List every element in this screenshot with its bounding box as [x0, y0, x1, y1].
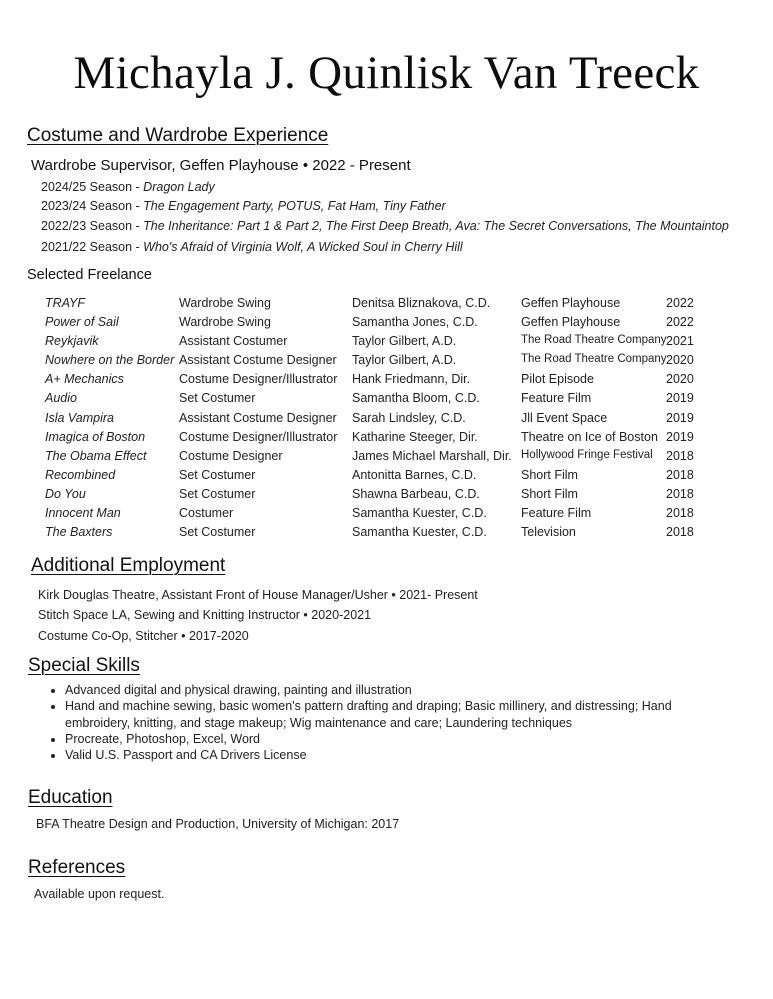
show-title: Power of Sail — [45, 315, 119, 329]
selected-freelance-heading: Selected Freelance — [27, 267, 152, 283]
employment-item: Stitch Space LA, Sewing and Knitting Instructor • 2020-2021 — [38, 608, 372, 622]
role: Costume Designer/Illustrator — [179, 372, 338, 386]
year: 2022 — [666, 296, 694, 310]
year: 2020 — [666, 353, 694, 367]
season-line: 2023/24 Season - The Engagement Party, POTUS, Fat Ham, Tiny Father — [41, 199, 446, 213]
special-skills-heading: Special Skills — [28, 655, 140, 676]
contact: Antonitta Barnes, C.D. — [352, 468, 477, 482]
contact: Samantha Bloom, C.D. — [352, 391, 480, 405]
venue: Geffen Playhouse — [521, 315, 621, 329]
show-title: Imagica of Boston — [45, 430, 146, 444]
skill-item: • Hand and machine sewing, basic women's pattern drafting and draping; Basic millinery, and distressing; Hand embroidery, knitting, and stage makeup; Wig maintenance and care; Laundering techniques — [65, 698, 675, 731]
show-title: Reykjavik — [45, 334, 99, 348]
table-row — [0, 296, 773, 315]
season-line: 2021/22 Season - Who's Afraid of Virginia Wolf, A Wicked Soul in Cherry Hill — [41, 240, 463, 254]
skills-list — [50, 682, 675, 763]
skill-item: • Advanced digital and physical drawing, painting and illustration — [65, 682, 675, 698]
table-row — [0, 449, 773, 468]
table-row — [0, 525, 773, 544]
additional-employment-heading: Additional Employment — [31, 555, 226, 576]
year: 2022 — [666, 315, 694, 329]
role: Costume Designer — [179, 449, 283, 463]
role: Set Costumer — [179, 391, 256, 405]
show-title: Isla Vampira — [45, 411, 115, 425]
role: Wardrobe Swing — [179, 315, 271, 329]
year: 2018 — [666, 487, 694, 501]
show-title: Innocent Man — [45, 506, 121, 520]
table-row — [0, 315, 773, 334]
table-row — [0, 353, 773, 372]
season-line: 2022/23 Season - The Inheritance: Part 1 & Part 2, The First Deep Breath, Ava: The Secret Conversations, The Mountaintop — [41, 219, 729, 233]
venue: Short Film — [521, 487, 578, 501]
year: 2019 — [666, 411, 694, 425]
season-line: 2024/25 Season - Dragon Lady — [41, 180, 215, 194]
contact: Taylor Gilbert, A.D. — [352, 334, 457, 348]
skill-item: • Procreate, Photoshop, Excel, Word — [65, 731, 675, 747]
contact: Samantha Jones, C.D. — [352, 315, 478, 329]
show-title: The Baxters — [45, 525, 113, 539]
year: 2018 — [666, 506, 694, 520]
contact: Shawna Barbeau, C.D. — [352, 487, 480, 501]
year: 2018 — [666, 525, 694, 539]
venue: Feature Film — [521, 391, 592, 405]
role: Assistant Costume Designer — [179, 411, 337, 425]
show-title: Recombined — [45, 468, 116, 482]
contact: Samantha Kuester, C.D. — [352, 506, 487, 520]
table-row — [0, 372, 773, 391]
venue: Jll Event Space — [521, 411, 608, 425]
references-text: Available upon request. — [34, 887, 165, 901]
skill-item: • Valid U.S. Passport and CA Drivers License — [65, 747, 675, 763]
employment-item: Costume Co-Op, Stitcher • 2017-2020 — [38, 629, 249, 643]
education-heading: Education — [28, 787, 113, 808]
contact: Denitsa Bliznakova, C.D. — [352, 296, 491, 310]
contact: Hank Friedmann, Dir. — [352, 372, 471, 386]
role: Assistant Costume Designer — [179, 353, 337, 367]
table-row — [0, 506, 773, 525]
table-row — [0, 411, 773, 430]
show-title: Do You — [45, 487, 86, 501]
contact: Katharine Steeger, Dir. — [352, 430, 478, 444]
year: 2019 — [666, 391, 694, 405]
year: 2019 — [666, 430, 694, 444]
venue: Pilot Episode — [521, 372, 594, 386]
venue: Hollywood Fringe Festival — [521, 449, 653, 461]
table-row — [0, 468, 773, 487]
contact: Taylor Gilbert, A.D. — [352, 353, 457, 367]
venue: Short Film — [521, 468, 578, 482]
table-row — [0, 334, 773, 353]
costume-experience-heading: Costume and Wardrobe Experience — [27, 125, 329, 146]
table-row — [0, 430, 773, 449]
current-position: Wardrobe Supervisor, Geffen Playhouse • 2022 - Present — [31, 157, 411, 174]
resume-name: Michayla J. Quinlisk Van Treeck — [73, 47, 700, 99]
show-title: TRAYF — [45, 296, 86, 310]
show-title: The Obama Effect — [45, 449, 147, 463]
table-row — [0, 487, 773, 506]
role: Wardrobe Swing — [179, 296, 271, 310]
table-row — [0, 391, 773, 410]
show-title: Audio — [45, 391, 77, 405]
venue: Television — [521, 525, 576, 539]
role: Set Costumer — [179, 487, 256, 501]
venue: Theatre on Ice of Boston — [521, 430, 658, 444]
year: 2018 — [666, 449, 694, 463]
role: Assistant Costumer — [179, 334, 288, 348]
contact: James Michael Marshall, Dir. — [352, 449, 512, 463]
references-heading: References — [28, 857, 126, 878]
employment-item: Kirk Douglas Theatre, Assistant Front of House Manager/Usher • 2021- Present — [38, 588, 478, 602]
show-title: Nowhere on the Border — [45, 353, 175, 367]
year: 2020 — [666, 372, 694, 386]
education-text: BFA Theatre Design and Production, University of Michigan: 2017 — [36, 817, 400, 831]
venue: The Road Theatre Company — [521, 353, 667, 365]
role: Costumer — [179, 506, 234, 520]
role: Costume Designer/Illustrator — [179, 430, 338, 444]
venue: The Road Theatre Company — [521, 334, 667, 346]
show-title: A+ Mechanics — [45, 372, 124, 386]
role: Set Costumer — [179, 468, 256, 482]
venue: Geffen Playhouse — [521, 296, 621, 310]
venue: Feature Film — [521, 506, 592, 520]
role: Set Costumer — [179, 525, 256, 539]
contact: Samantha Kuester, C.D. — [352, 525, 487, 539]
year: 2018 — [666, 468, 694, 482]
year: 2021 — [666, 334, 694, 348]
contact: Sarah Lindsley, C.D. — [352, 411, 466, 425]
